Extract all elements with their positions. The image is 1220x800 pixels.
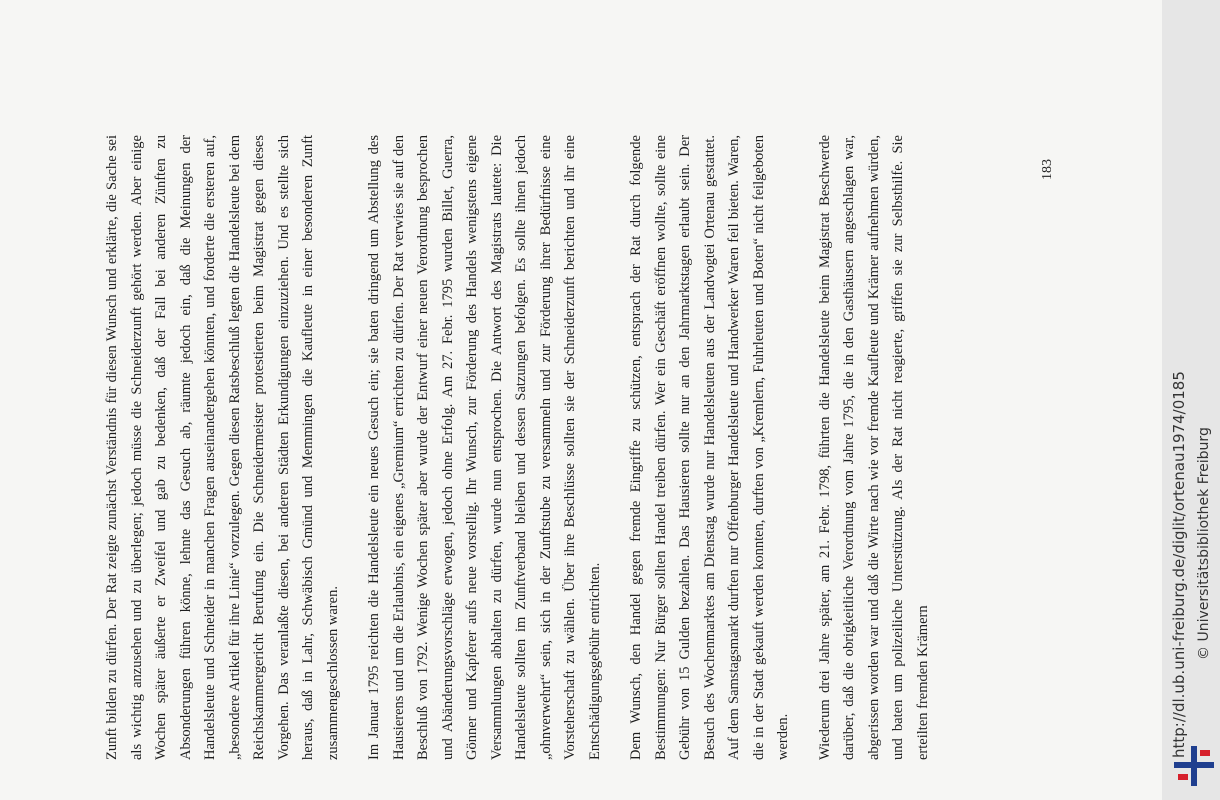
copyright-notice: © Universitätsbibliothek Freiburg <box>1196 427 1212 660</box>
source-url-link[interactable]: http://dl.ub.uni-freiburg.de/diglit/ortenau1974/0185 <box>1170 371 1188 758</box>
page-body-text <box>100 135 952 760</box>
ub-freiburg-logo-icon <box>1172 742 1216 790</box>
paragraph-3: Dem Wunsch, den Handel gegen fremde Eingriffe zu schützen, entsprach der Rat durch folgende Bestimmungen: Nur Bürger sollten Handel treiben dürfen. Wer ein Geschäft eröffnen wollte, sollte eine Gebühr von 15 Gulden bezahlen. Das Hausieren sollte nur an den Jahrmarktstagen erlaubt sein. Der Besuch des Wochenmarktes am Dienstag wurde nur Handelsleuten aus der Landvogtei Ortenau gestattet. Auf dem Samstagsmarkt durften nur Offenburger Handelsleute und Handwerker Waren feil bieten. Waren, die in der Stadt gekauft werden konnten, durften von „Kremlern, Fuhrleuten und Boten“ nicht feilgeboten werden. <box>628 135 791 760</box>
paragraph-2: Im Januar 1795 reichten die Handelsleute ein neues Gesuch ein; sie baten dringend um Abstellung des Hausierens und um die Erlaubnis, ein eigenes „Gremium“ errichten zu dürfen. Der Rat verwies sie auf den Beschluß von 1792. Wenige Wochen später aber wurde der Entwurf einer neuen Verordnung besprochen und Abänderungsvorschläge erwogen, jedoch ohne Erfolg. Am 27. Febr. 1795 wurden Billet, Guerra, Gönner und Kapferer aufs neue vorstellig. Ihr Wunsch, zur Förderung des Handels wenigstens eigene Versammlungen abhalten zu dürfen, wurde nun entsprochen. Die Antwort des Magistrats lautete: Die Handelsleute sollten im Zunftverband bleiben und dessen Satzungen befolgen. Es sollte ihnen jedoch „ohnverwehrt“ sein, sich in der Zunftstube zu versammeln und zur Förderung ihrer Bedürfnisse eine Vorsteherschaft zu wählen. Über ihre Beschlüsse sollten sie der Schneiderzunft berichten und ihr eine Entschädigungsgebühr entrichten. <box>366 135 603 760</box>
paragraph-1: Zunft bilden zu dürfen. Der Rat zeigte zunächst Verständnis für diesen Wunsch und erklärte, die Sache sei als wichtig anzusehen und zu überlegen; jedoch müsse die Schneiderzunft gehört werden. Aber einige Wochen später äußerte er Zweifel und gab zu bedenken, daß der Fall bei anderen Zünften zu Absonderungen führen könne, lehnte das Gesuch ab, räumte jedoch ein, daß die Meinungen der Handelsleute und Schneider in manchen Fragen auseinandergehen könnten, und forderte die ersteren auf, „besondere Artikel für ihre Linie“ vorzulegen. Gegen diesen Ratsbeschluß legten die Handelsleute bei dem Reichskammergericht Berufung ein. Die Schneidermeister protestierten beim Magistrat gegen dieses Vorgehen. Das veranlaßte diesen, bei anderen Städten Erkundigungen einzuziehen. Und es stellte sich heraus, daß in Lahr, Schwäbisch Gmünd und Memmingen die Kaufleute in einer besonderen Zunft zusammengeschlossen waren. <box>104 135 341 760</box>
page-number: 183 <box>1040 159 1055 180</box>
paragraph-4: Wiederum drei Jahre später, am 21. Febr. 1798, führten die Handelsleute beim Magistrat Beschwerde darüber, daß die obrigkeitliche Verordnung vom Jahre 1795, die in den Gasthäusern angeschlagen war, abgerissen worden war und daß die Wirte nach wie vor fremde Kaufleute und Krämer aufnehmen würden, und baten um polizeiliche Unterstützung. Als der Rat nicht reagierte, griffen sie zur Selbsthilfe. Sie erteilten fremden Krämern <box>816 135 931 760</box>
